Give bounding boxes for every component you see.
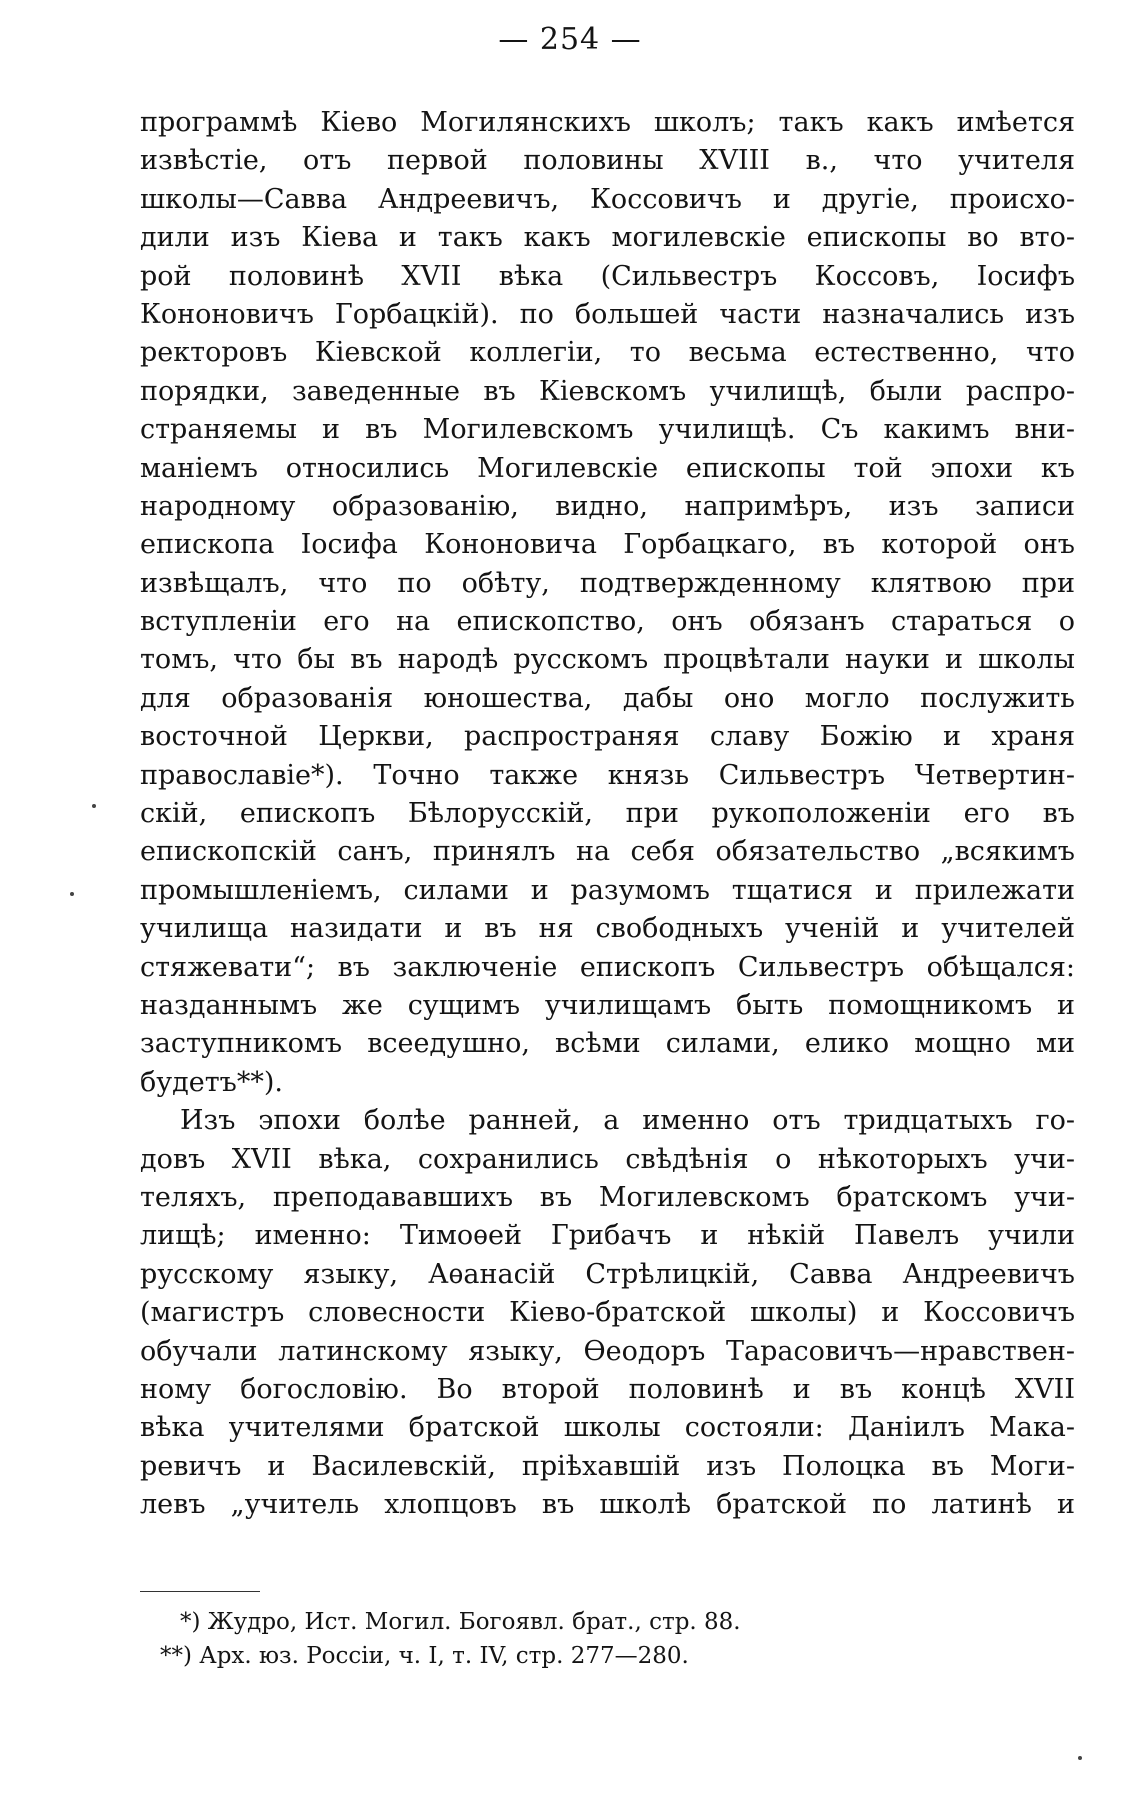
text-line: ному богословію. Во второй половинѣ и въ концѣ XVII [140, 1373, 1075, 1405]
footnote-divider [140, 1591, 260, 1592]
text-line: промышленіемъ, силами и разумомъ тщатися и прилежати [140, 874, 1075, 906]
text-line: обучали латинскому языку, Ѳеодоръ Тарасовичъ—нравствен- [140, 1335, 1075, 1367]
paragraph-end-line: будетъ**). [140, 1066, 283, 1098]
text-line: восточной Церкви, распространяя славу Божію и храня [140, 721, 1075, 753]
text-line: порядки, заведенные въ Кіевскомъ училищѣ, были распро- [140, 375, 1075, 407]
text-line: довъ XVII вѣка, сохранились свѣдѣнія о нѣкоторыхъ учи- [140, 1143, 1075, 1175]
scan-speck [92, 804, 96, 808]
text-line: маніемъ относились Могилевскіе епископы той эпохи къ [140, 452, 1075, 484]
text-line: школы—Савва Андреевичъ, Коссовичъ и другіе, происхо- [140, 183, 1075, 215]
text-line: русскому языку, Аѳанасій Стрѣлицкій, Савва Андреевичъ [140, 1258, 1075, 1290]
text-line: для образованія юношества, дабы оно могло послужить [140, 682, 1075, 714]
scan-speck [1078, 1756, 1082, 1760]
text-line: стяжевати“; въ заключеніе епископъ Сильвестръ обѣщался: [140, 951, 1075, 983]
text-line: извѣстіе, отъ первой половины XVIII в., что учителя [140, 145, 1075, 177]
paragraph-start-line: Изъ эпохи болѣе ранней, а именно отъ тридцатыхъ го- [180, 1105, 1075, 1137]
footnote-1: *) Жудро, Ист. Могил. Богоявл. брат., стр. 88. [180, 1609, 741, 1635]
text-line: томъ, что бы въ народѣ русскомъ процвѣтали науки и школы [140, 644, 1075, 676]
text-line: заступникомъ всеедушно, всѣми силами, елико мощно ми [140, 1028, 1075, 1060]
text-line: лищѣ; именно: Тимоѳей Грибачъ и нѣкій Павелъ учили [140, 1220, 1075, 1252]
text-line: дили изъ Кіева и такъ какъ могилевскіе епископы во вто- [140, 222, 1075, 254]
text-line: программѣ Кіево Могилянскихъ школъ; такъ какъ имѣется [140, 107, 1075, 138]
text-line: ревичъ и Василевскій, пріѣхавшій изъ Полоцка въ Моги- [140, 1450, 1075, 1482]
text-line: назданнымъ же сущимъ училищамъ быть помощникомъ и [140, 989, 1075, 1021]
text-line: теляхъ, преподававшихъ въ Могилевскомъ братскомъ учи- [140, 1181, 1075, 1213]
page-number: — 254 — [498, 22, 642, 57]
text-line: извѣщалъ, что по обѣту, подтвержденному клятвою при [140, 567, 1075, 599]
footnote-2: **) Арх. юз. Россіи, ч. I, т. IV, стр. 277—280. [160, 1643, 689, 1669]
text-line: скій, епископъ Бѣлорусскій, при рукоположеніи его въ [140, 798, 1075, 830]
text-line: ректоровъ Кіевской коллегіи, то весьма естественно, что [140, 337, 1075, 369]
body-text [140, 104, 1075, 1524]
text-line: рой половинѣ XVII вѣка (Сильвестръ Коссовъ, Іосифъ [140, 260, 1075, 292]
text-line: вступленіи его на епископство, онъ обязанъ стараться о [140, 606, 1075, 638]
footnotes [160, 1605, 880, 1673]
scan-speck [70, 892, 74, 896]
text-line: народному образованію, видно, напримѣръ, изъ записи [140, 490, 1075, 522]
text-line: страняемы и въ Могилевскомъ училищѣ. Съ какимъ вни- [140, 414, 1075, 446]
text-line: вѣка учителями братской школы состояли: Даніилъ Мака- [140, 1412, 1075, 1444]
text-line: Кононовичъ Горбацкій). по большей части назначались изъ [140, 298, 1075, 330]
text-line: левъ „учитель хлопцовъ въ школѣ братской по латинѣ и [140, 1489, 1075, 1521]
text-line: епископскій санъ, принялъ на себя обязательство „всякимъ [140, 836, 1075, 868]
text-line: епископа Іосифа Кононовича Горбацкаго, въ которой онъ [140, 529, 1075, 561]
text-line: (магистръ словесности Кіево-братской школы) и Коссовичъ [140, 1297, 1075, 1329]
text-line: православіе*). Точно также князь Сильвестръ Четвертин- [140, 759, 1075, 791]
text-line: училища назидати и въ ня свободныхъ ученій и учителей [140, 913, 1075, 945]
